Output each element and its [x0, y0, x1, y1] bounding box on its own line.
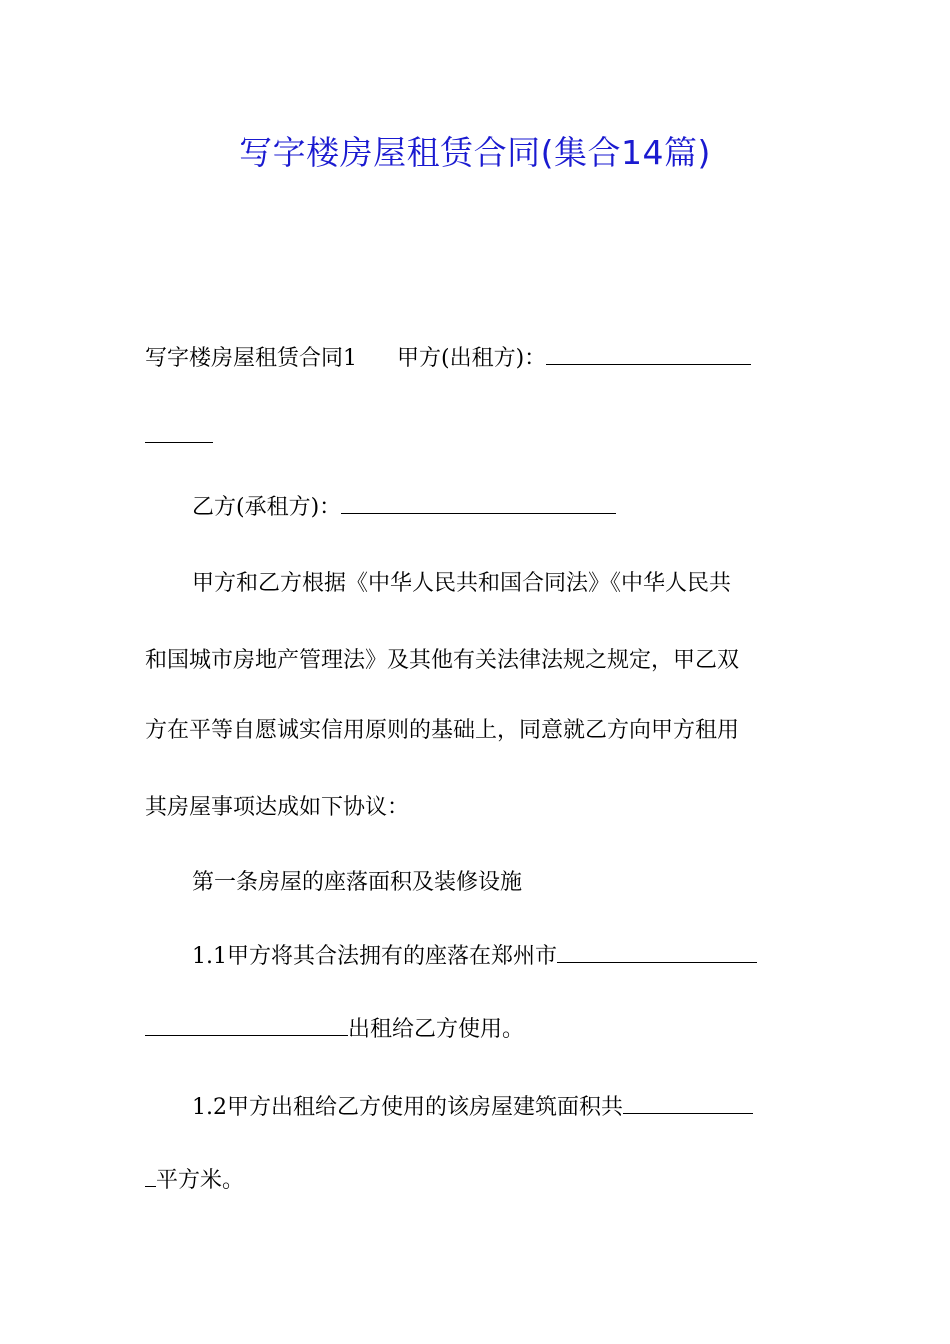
paragraph-line — [192, 942, 812, 972]
paragraph-line: 甲方和乙方根据《中华人民共和国合同法》《中华人民共 — [192, 571, 732, 596]
party-a-label: 甲方(出租方)： — [397, 346, 547, 371]
paragraph-line — [145, 344, 815, 374]
paragraph-line — [192, 493, 812, 523]
paragraph-line — [145, 1166, 815, 1196]
document-title: 写字楼房屋租赁合同(集合14篇) — [239, 133, 711, 172]
paragraph-line — [192, 1093, 812, 1123]
location-blank-continued — [145, 1015, 348, 1036]
party-a-blank — [546, 344, 751, 365]
location-blank — [557, 942, 757, 963]
clause-1-1-text: 1.1甲方将其合法拥有的座落在郑州市 — [192, 944, 557, 969]
article-heading: 第一条房屋的座落面积及装修设施 — [192, 870, 523, 895]
paragraph-line — [145, 1015, 815, 1045]
area-blank-continued — [145, 1166, 156, 1187]
party-b-blank — [341, 493, 616, 514]
clause-1-2-tail: 平方米。 — [156, 1168, 245, 1193]
paragraph-line — [145, 422, 815, 452]
contract-heading: 写字楼房屋租赁合同1 — [145, 346, 357, 371]
paragraph-line: 方在平等自愿诚实信用原则的基础上，同意就乙方向甲方租用 — [145, 718, 740, 743]
clause-1-1-tail: 出租给乙方使用。 — [348, 1017, 525, 1042]
clause-1-2-text: 1.2甲方出租给乙方使用的该房屋建筑面积共 — [192, 1095, 623, 1120]
area-blank — [623, 1093, 753, 1114]
paragraph-line: 其房屋事项达成如下协议： — [145, 795, 410, 820]
party-a-blank-continued — [145, 422, 213, 443]
party-b-label: 乙方(承租方)： — [192, 495, 342, 520]
paragraph-line: 和国城市房地产管理法》及其他有关法律法规之规定，甲乙双 — [145, 648, 740, 673]
